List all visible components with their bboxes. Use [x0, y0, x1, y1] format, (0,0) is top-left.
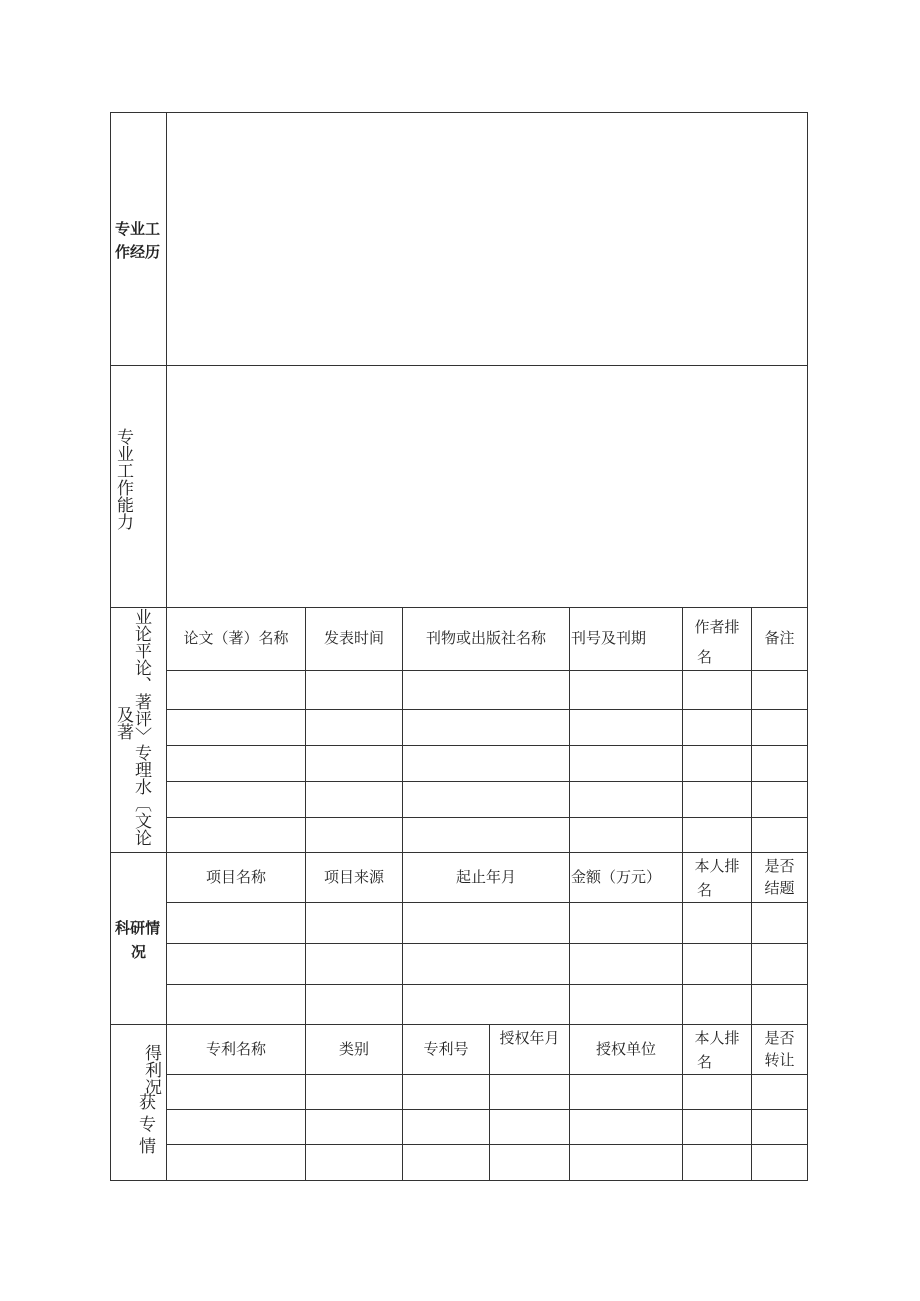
- patents-header-transfer-1: 是否: [764, 1029, 795, 1047]
- work-ability-label: 专业工作能力: [113, 428, 133, 530]
- papers-header-publisher: 刊物或出版社名称: [425, 629, 546, 647]
- row-divider: [166, 984, 808, 985]
- patents-label-col1: 得利况: [141, 1044, 161, 1095]
- research-header-rank-1: 本人排: [694, 857, 740, 875]
- row-divider: [166, 943, 808, 944]
- patents-label-col2-visible: [139, 1092, 161, 1158]
- col-divider: [569, 607, 570, 853]
- row-divider: [166, 709, 808, 710]
- work-ability-input-area[interactable]: [168, 367, 806, 606]
- research-header-completed-2: 结题: [764, 879, 795, 897]
- row-divider: [166, 781, 808, 782]
- papers-label-col2: 及著: [113, 706, 133, 740]
- work-history-label-line1: 专业工: [115, 220, 161, 238]
- papers-label-col1: 业论平论、著评〉专理水〔文论: [131, 608, 151, 846]
- col-divider: [682, 607, 683, 853]
- research-header-completed-1: 是否: [764, 857, 795, 875]
- col-divider: [569, 852, 570, 1025]
- table-border-left: [110, 112, 111, 1181]
- section-divider: [110, 365, 808, 366]
- research-header-name: 项目名称: [205, 868, 266, 886]
- papers-header-notes: 备注: [764, 629, 795, 647]
- research-header-rank-2: 名: [697, 881, 713, 899]
- patents-header-type: 类别: [338, 1040, 369, 1058]
- research-label-line2: 况: [131, 943, 147, 961]
- papers-header-issue: 刊号及刊期: [571, 629, 647, 647]
- research-header-period: 起止年月: [455, 868, 516, 886]
- work-history-input-area[interactable]: [168, 114, 806, 364]
- papers-header-title: 论文（著）名称: [183, 629, 289, 647]
- row-divider: [166, 817, 808, 818]
- papers-header-author-rank-2: 名: [697, 648, 713, 666]
- research-header-amount: 金额（万元）: [571, 868, 662, 886]
- table-border-right: [807, 112, 808, 1181]
- patents-label-col2-text: 获专情: [139, 1093, 156, 1157]
- patents-header-grant-unit: 授权单位: [595, 1040, 656, 1058]
- research-label-line1: 科研情: [115, 919, 161, 937]
- table-border-top: [110, 112, 808, 113]
- col-divider: [682, 852, 683, 1025]
- row-divider: [166, 745, 808, 746]
- row-divider: [166, 1144, 808, 1145]
- patents-header-grant-date: 授权年月: [499, 1029, 560, 1047]
- row-divider: [166, 902, 808, 903]
- row-divider: [166, 670, 808, 671]
- patents-header-number: 专利号: [423, 1040, 469, 1058]
- row-divider: [166, 1109, 808, 1110]
- work-history-label-line2: 作经历: [115, 243, 161, 261]
- row-divider: [166, 1074, 808, 1075]
- section-divider: [110, 1024, 808, 1025]
- papers-header-date: 发表时间: [323, 629, 384, 647]
- research-header-source: 项目来源: [323, 868, 384, 886]
- section-divider: [110, 607, 808, 608]
- patents-header-rank-2: 名: [697, 1053, 713, 1071]
- table-border-bottom: [110, 1180, 808, 1181]
- patents-header-transfer-2: 转让: [764, 1051, 795, 1069]
- section-divider: [110, 852, 808, 853]
- papers-header-author-rank-1: 作者排: [694, 618, 740, 636]
- patents-header-rank-1: 本人排: [694, 1029, 740, 1047]
- patents-header-name: 专利名称: [205, 1040, 266, 1058]
